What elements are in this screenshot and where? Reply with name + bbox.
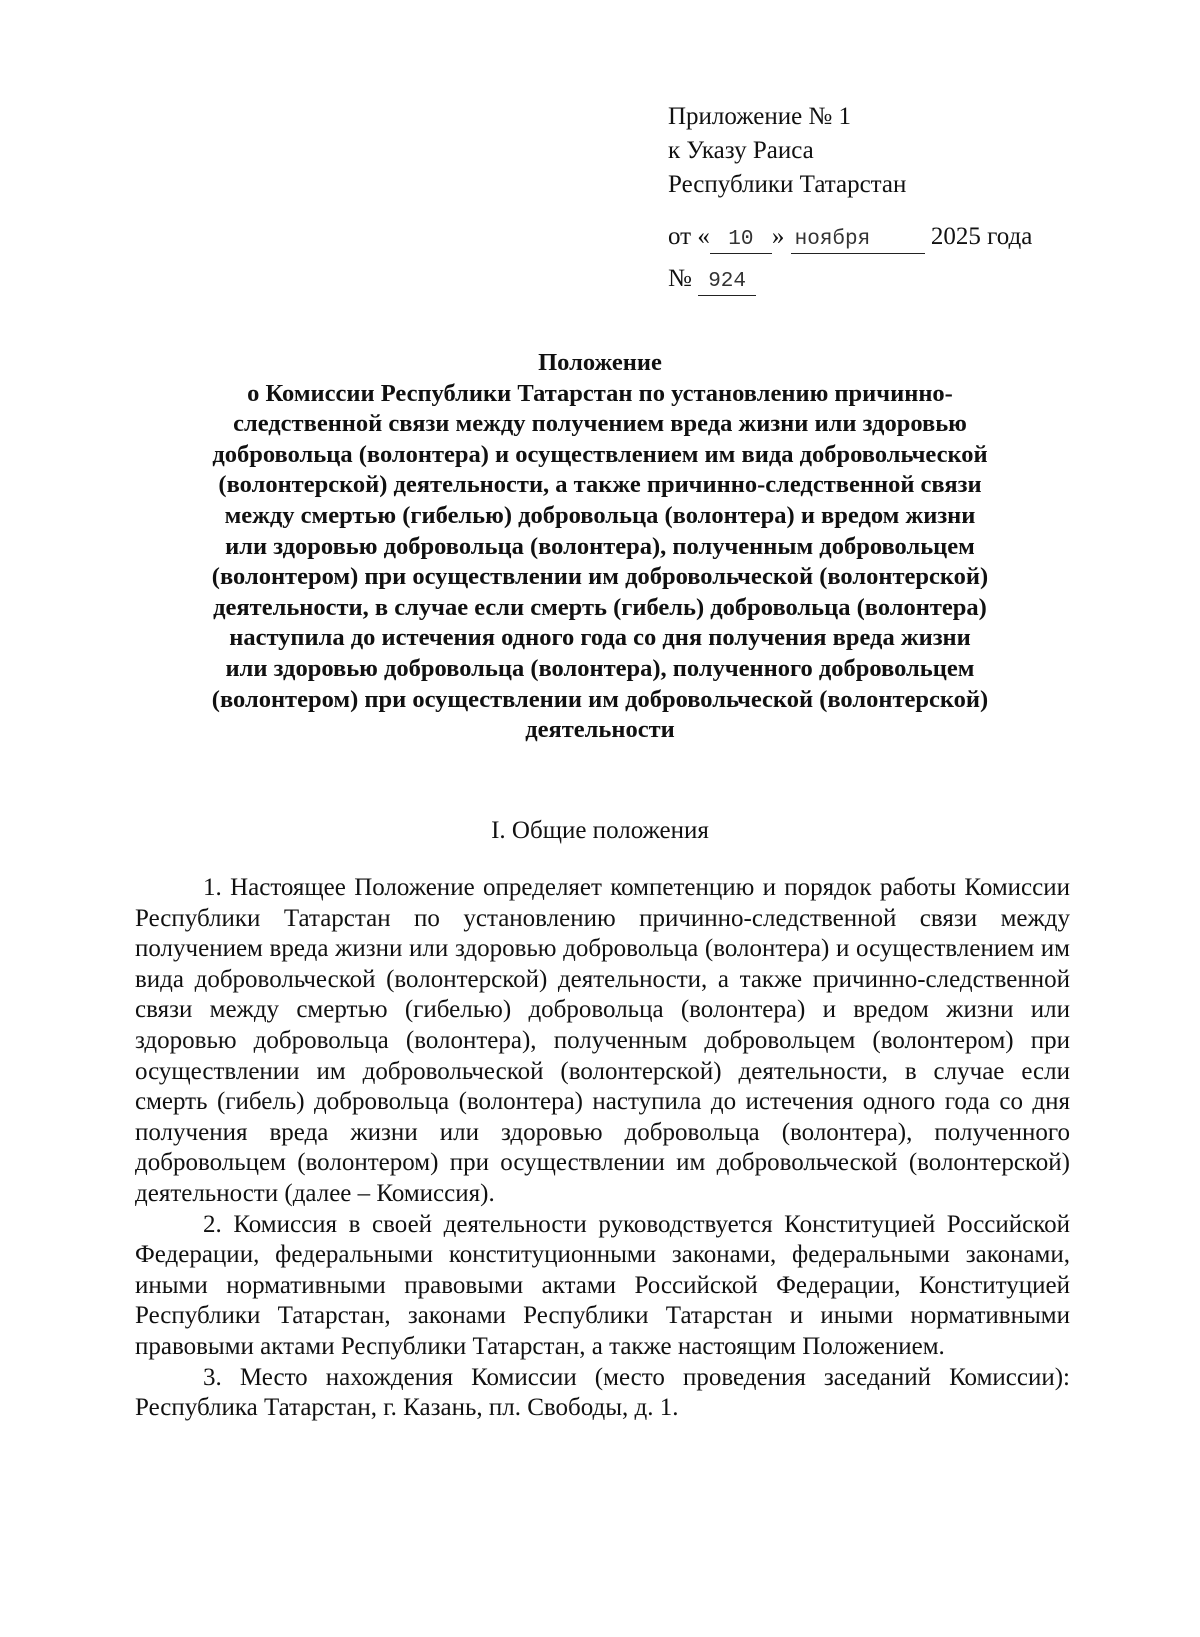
title-line: деятельности (525, 716, 675, 744)
section-heading: I. Общие положения (491, 817, 709, 844)
date-prefix: от « (668, 223, 710, 250)
appendix-line-2: к Указу Раиса (668, 137, 814, 164)
appendix-date (668, 220, 1032, 254)
appendix-line-3: Республики Татарстан (668, 171, 907, 198)
date-mid: » (771, 223, 785, 250)
title-line: между смертью (гибелью) добровольца (волонтера) и вредом жизни (224, 501, 976, 529)
appendix-block (668, 100, 1032, 296)
title-heading: Положение (538, 349, 662, 376)
title-line: следственной связи между получением вреда жизни или здоровью (233, 410, 967, 438)
document-body (135, 873, 1070, 1424)
paragraph-3: 3. Место нахождения Комиссии (место проведения заседаний Комиссии): Республика Татарстан, г. Казань, пл. Свободы, д. 1. (135, 1363, 1070, 1422)
number-prefix: № (668, 265, 692, 292)
title-line: (волонтерской) деятельности, а также причинно-следственной связи (218, 471, 982, 499)
title-line: о Комиссии Республики Татарстан по установлению причинно- (247, 379, 953, 407)
appendix-number (668, 262, 1032, 296)
date-month: ноября (791, 227, 925, 254)
title-line: (волонтером) при осуществлении им добровольческой (волонтерской) (211, 563, 989, 591)
title-line: деятельности, в случае если смерть (гибель) добровольца (волонтера) (213, 593, 987, 621)
paragraph-1: 1. Настоящее Положение определяет компетенцию и порядок работы Комиссии Республики Татарстан по установлению причинно-следственной связи между получением вреда жизни или здоровью добровольца (волонтера) и осуществлением им вида добровольческой (волонтерской) деятельности, а также причинно-следственной связи между смертью (гибелью) добровольца (волонтера) и вредом жизни или здоровью добровольца (волонтера), полученным добровольцем (волонтером) при осуществлении им добровольческой (волонтерской) деятельности, в случае если смерть (гибель) добровольца (волонтера) наступила до истечения одного года со дня получения вреда жизни или здоровью добровольца (волонтера), полученного добровольцем (волонтером) при осуществлении им добровольческой (волонтерской) деятельности (далее – Комиссия). (135, 874, 1070, 1207)
date-year: 2025 года (930, 223, 1033, 250)
date-day: 10 (710, 227, 772, 254)
document-title (130, 348, 1070, 746)
paragraph-2: 2. Комиссия в своей деятельности руководствуется Конституцией Российской Федерации, федеральными конституционными законами, федеральными законами, иными нормативными правовыми актами Российской Федерации, Конституцией Республики Татарстан, законами Республики Татарстан и иными нормативными правовыми актами Республики Татарстан, а также настоящим Положением. (135, 1210, 1070, 1360)
title-line: добровольца (волонтера) и осуществлением им вида добровольческой (212, 440, 988, 468)
title-line: (волонтером) при осуществлении им добровольческой (волонтерской) (211, 685, 989, 713)
title-line: наступила до истечения одного года со дня получения вреда жизни (229, 624, 971, 652)
number-value: 924 (698, 269, 756, 296)
appendix-line-1: Приложение № 1 (668, 103, 852, 130)
title-line: или здоровью добровольца (волонтера), полученным добровольцем (225, 532, 975, 560)
title-line: или здоровью добровольца (волонтера), полученного добровольцем (225, 654, 975, 682)
